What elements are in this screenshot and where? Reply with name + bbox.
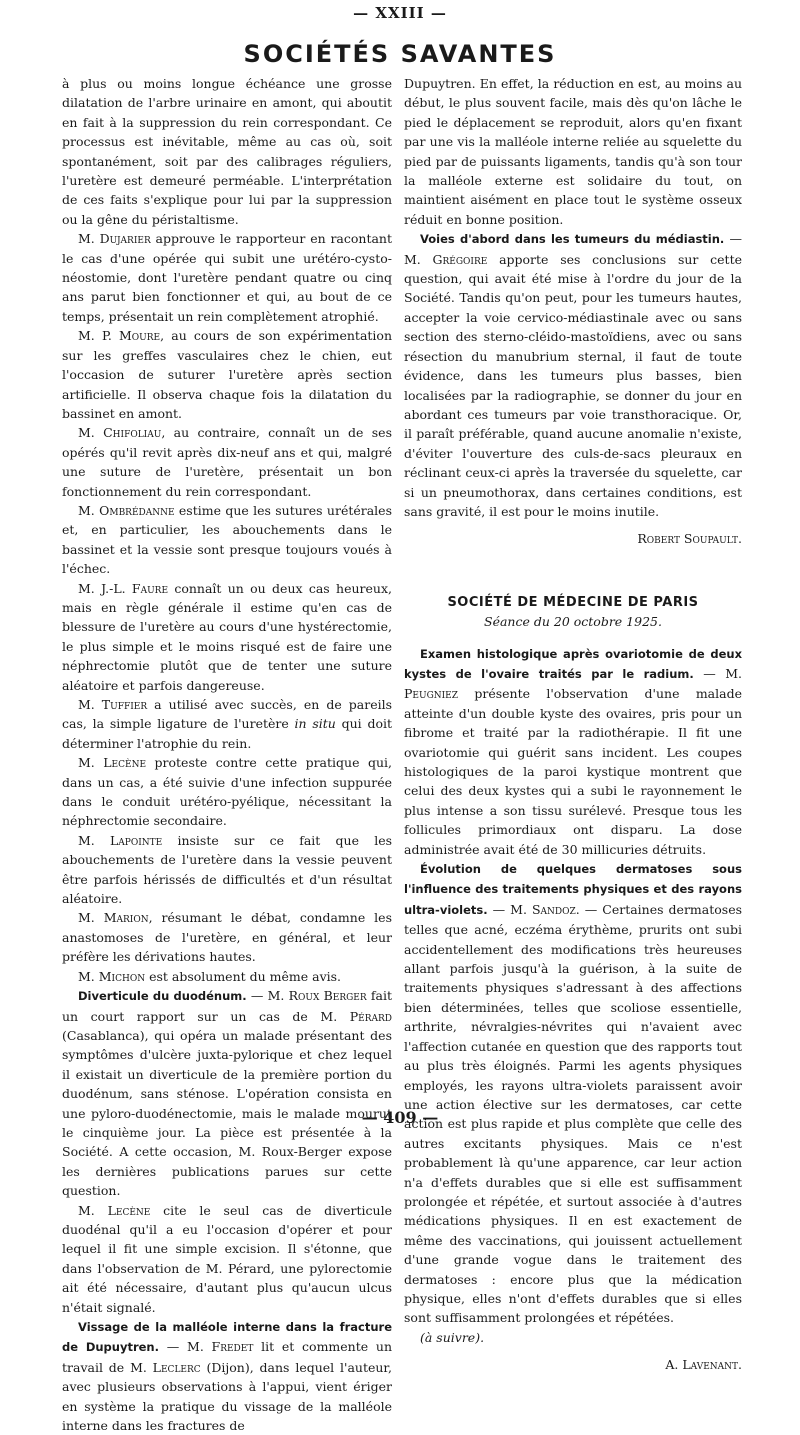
paragraph: Examen histologique après ovariotomie de deux kystes de l'ovaire traités par le radium. — M. Peugniez présente l'observation d'une malade atteinte d'un double kyste des ovaires, pris pour un fibrome et traité par la radiothérapie. Il fit une ovariotomie qui guérit sans incident. Les coupes histologiques de la paroi kystique montrent que celui des deux kystes qui a subi le rayonnement le plus intense a son tissu surélevé. Presque tous les follicules primordiaux ont disparu. La dose administrée avait été de 30 millicuries détruits. xyxy=(404,646,743,857)
paragraph: M. Tuffier a utilisé avec succès, en de pareils cas, la simple ligature de l'uretère in situ qui doit déterminer l'atrophie du rein. xyxy=(62,697,393,751)
society-title: SOCIÉTÉ DE MÉDECINE DE PARIS xyxy=(447,594,699,610)
paragraph: M. Ombrédanne estime que les sutures urétérales et, en particulier, les abouchements dans le bassinet et la vessie sont presque toujours voués à l'échec. xyxy=(62,502,392,577)
page-number: — 409 — xyxy=(361,1108,439,1127)
paragraph: Dupuytren. En effet, la réduction en est, au moins au début, le plus souvent facile, mais dès qu'on lâche le pied le déplacement se reproduit, alors qu'en fixant par une vis la malléole interne reliée au squelette du pied par de puissants ligaments, tandis qu'à son tour la malléole externe est solidaire du tout, on maintient aisément en place tout le système osseux réduit en bonne position. xyxy=(404,76,742,227)
author-name: M. Tuffier xyxy=(78,697,148,712)
signature: Robert Soupault. xyxy=(637,531,742,547)
paragraph: à plus ou moins longue échéance une grosse dilatation de l'arbre urinaire en amont, qui aboutit en fait à la suppression du rein correspondant. Ce processus est inévitable, même au cas où, soit spontanément, soit par des calibrages réguliers, l'uretère est demeuré perméable. L'interprétation de ces faits s'explique pour lui par la suppression ou la gêne du péristaltisme. xyxy=(62,76,392,227)
author-name: M. Marion xyxy=(78,910,149,926)
session-date: Séance du 20 octobre 1925. xyxy=(484,614,662,630)
author-name: M. Chifoliau xyxy=(78,425,162,441)
paragraph: Voies d'abord dans les tumeurs du médiastin. — M. Grégoire apporte ses conclusions sur cette question, qui avait été mise à l'ordre du jour de la Société. Tandis qu'on peut, pour les tumeurs hautes, accepter la voie cervico-médiastinale avec ou sans section des sterno-cléido-mastoïdiens, avec ou sans résection du manubrium sternal, il faut de toute évidence, dans les tumeurs plus basses, bien localisées par la radiographie, se donner du jour en abordant ces tumeurs par voie transthoracique. Or, il paraît préférable, quand aucune anomalie n'existe, d'éviter l'ouverture des culs-de-sacs pleuraux en réclinant ceux-ci après la traversée du squelette, car si un pneumothorax, dans certaines conditions, est sans gravité, il est pour le moins inutile. xyxy=(404,231,742,519)
signature: A. Lavenant. xyxy=(665,1357,742,1373)
left-column xyxy=(62,74,392,1435)
author-name: M. Peugniez xyxy=(404,665,743,702)
author-name: M. Lecène xyxy=(78,755,147,771)
author-name: M. Dujarier xyxy=(78,231,151,247)
folio-roman: — XXIII — xyxy=(353,4,447,22)
paragraph: M. Michon est absolument du même avis. xyxy=(78,968,342,984)
paragraph: M. Dujarier approuve le rapporteur en racontant le cas d'une opérée qui subit une urétéro-cysto-néostomie, dont l'uretère pendant quatre ou cinq ans parut bien fonctionner et qui, au bout de ce temps, présentait un rein complètement atrophié. xyxy=(62,231,392,324)
author-name: M. J.-L. Faure xyxy=(78,580,169,596)
author-name: M. Sandoz xyxy=(510,901,576,917)
author-name: M. P. Moure xyxy=(78,328,161,344)
paragraph: Évolution de quelques dermatoses sous l'influence des traitements physiques et des rayons ultra-violets. — M. Sandoz. — Certaines dermatoses telles que acné, eczéma érythème, prurits ont subi accidentellement des modifications très heureuses allant parfois jusqu'à la guérison, à la suite de traitements physiques s'adressant à des affections bien déterminées, telles que scoliose essentielle, arthrite, névralgies-névrites qui n'avaient avec l'affection cutanée en question que des rapports tout au plus très éloignés. Parmi les agents physiques employés, les rayons ultra-violets paraissent avoir une action élective sur les dermatoses, car cette action est plus rapide et plus complète que celle des autres excitants physiques. Mais ce n'est probablement là qu'une apparence, car leur action n'a d'effets durables que si elle est suffisamment prolongée et répétée, et surtout associée à d'autres médications physiques. Il en est exactement de même des vaccinations, qui jouissent actuellement d'une grande vogue dans le traitement des dermatoses : encore plus que la médication physique, elles n'ont d'effets durables que si elles sont suffisamment prolongées et répétées. xyxy=(404,862,743,1326)
author-name: M. Pérard xyxy=(320,1008,392,1024)
topic-heading: Évolution de quelques dermatoses sous l'influence des traitements physiques et des rayons ultra-violets. xyxy=(404,862,742,917)
paragraph: Diverticule du duodénum. — M. Roux Berger fait un court rapport sur un cas de M. Pérard (Casablanca), qui opéra un malade présentant des symptômes d'ulcère juxta-pylorique et chez lequel il existait un diverticule de la première portion du duodénum, sans sténose. L'opération consista en une pyloro-duodénectomie, mais le malade mourut le cinquième jour. La pièce est présentée à la Société. A cette occasion, M. Roux-Berger expose les dernières publications parues sur cette question. xyxy=(62,988,392,1199)
paragraph: M. P. Moure, au cours de son expérimentation sur les greffes vasculaires chez le chien, eut l'occasion de suturer l'uretère après section artificielle. Il observa chaque fois la dilatation du bassinet en amont. xyxy=(62,328,392,421)
topic-heading: Examen histologique après ovariotomie de deux kystes de l'ovaire traités par le radium. xyxy=(404,646,742,681)
paragraph: M. J.-L. Faure connaît un ou deux cas heureux, mais en règle générale il estime qu'en cas de blessure de l'uretère au cours d'une hystérectomie, le plus simple et le moins risqué est de faire une néphrectomie plutôt que de tenter une suture aléatoire et parfois dangereuse. xyxy=(62,580,392,693)
author-name: M. Leclerc xyxy=(130,1359,201,1375)
paragraph: M. Lapointe insiste sur ce fait que les abouchements de l'uretère dans la vessie peuvent être parfois hérissés de difficultés et d'un résultat aléatoire. xyxy=(62,832,393,907)
to-be-continued: (à suivre). xyxy=(420,1329,485,1345)
topic-heading: Vissage de la malléole interne dans la fracture de Dupuytren. xyxy=(62,1320,392,1355)
topic-heading: Diverticule du duodénum. xyxy=(78,989,247,1004)
paragraph: M. Lecène proteste contre cette pratique qui, dans un cas, a été suivie d'une infection suppurée dans le conduit urétéro-pyélique, nécessitant la néphrectomie secondaire. xyxy=(62,755,392,829)
author-name: M. Lapointe xyxy=(78,832,163,848)
right-column xyxy=(404,74,742,1375)
paragraph: M. Marion, résumant le débat, condamne les anastomoses de l'uretère, en général, et leur préfère les dérivations hautes. xyxy=(62,910,392,965)
author-name: M. Grégoire xyxy=(404,251,488,267)
author-name: M. Lecène xyxy=(78,1202,151,1218)
author-name: M. Michon xyxy=(78,968,146,984)
author-name: M. Fredet xyxy=(187,1339,254,1355)
topic-heading: Voies d'abord dans les tumeurs du médiastin. xyxy=(420,232,725,247)
author-name: M. Ombrédanne xyxy=(78,502,175,518)
paragraph: Vissage de la malléole interne dans la fracture de Dupuytren. — M. Fredet lit et commente un travail de M. Leclerc (Dijon), dans lequel l'auteur, avec plusieurs observations à l'appui, vient ériger en système la pratique du vissage de la malléole interne dans les fractures de xyxy=(62,1320,393,1434)
section-title: SOCIÉTÉS SAVANTES xyxy=(243,40,557,68)
author-name: M. Roux Berger xyxy=(267,988,367,1004)
paragraph: M. Lecène cite le seul cas de diverticule duodénal qu'il a eu l'occasion d'opérer et pour lequel il fit une simple excision. Il s'étonne, que dans l'observation de M. Pérard, une pylorectomie ait été nécessaire, d'autant plus qu'aucun ulcus n'était signalé. xyxy=(62,1202,392,1315)
paragraph: M. Chifoliau, au contraire, connaît un de ses opérés qu'il revit après dix-neuf ans et qui, malgré une suture de l'uretère, présentait un bon fonctionnement du rein correspondant. xyxy=(62,425,392,499)
